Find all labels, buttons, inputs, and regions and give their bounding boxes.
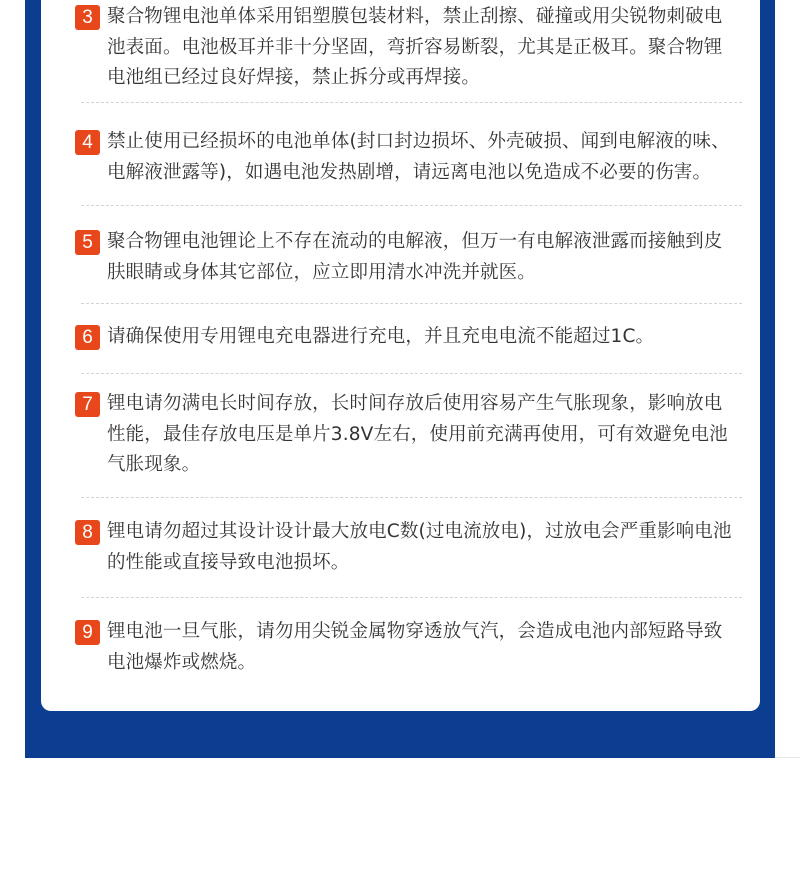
list-item	[75, 325, 740, 353]
list-item	[75, 620, 740, 678]
item-text: 请确保使用专用锂电充电器进行充电，并且充电电流不能超过1C。	[107, 326, 655, 347]
dashed-divider	[81, 497, 742, 498]
dashed-divider	[81, 102, 742, 103]
list-item	[75, 5, 740, 94]
list-item	[75, 520, 740, 578]
item-number-badge: 8	[75, 520, 100, 545]
item-number-badge: 7	[75, 392, 100, 417]
page-edge-line	[775, 757, 800, 758]
item-text: 禁止使用已经损坏的电池单体(封口封边损坏、外壳破损、闻到电解液的味、电解液泄露等)，如遇电池发热剧增，请远离电池以免造成不必要的伤害。	[107, 131, 730, 183]
item-number-badge: 5	[75, 230, 100, 255]
item-number-badge: 4	[75, 130, 100, 155]
item-text: 锂电请勿超过其设计设计最大放电C数(过电流放电)，过放电会严重影响电池的性能或直接导致电池损坏。	[107, 521, 732, 573]
item-number-badge: 3	[75, 5, 100, 30]
dashed-divider	[81, 373, 742, 374]
list-item	[75, 230, 740, 288]
item-text: 聚合物锂电池锂论上不存在流动的电解液，但万一有电解液泄露而接触到皮肤眼睛或身体其它部位，应立即用清水冲洗并就医。	[107, 231, 723, 283]
item-text: 聚合物锂电池单体采用铝塑膜包装材料，禁止刮擦、碰撞或用尖锐物刺破电池表面。电池极耳并非十分坚固，弯折容易断裂，尤其是正极耳。聚合物锂电池组已经过良好焊接，禁止拆分或再焊接。	[107, 6, 723, 88]
item-number-badge: 9	[75, 620, 100, 645]
item-text: 锂电请勿满电长时间存放，长时间存放后使用容易产生气胀现象，影响放电性能，最佳存放电压是单片3.8V左右，使用前充满再使用，可有效避免电池气胀现象。	[107, 393, 728, 475]
dashed-divider	[81, 205, 742, 206]
list-item	[75, 392, 740, 481]
dashed-divider	[81, 303, 742, 304]
list-item	[75, 130, 740, 188]
item-text: 锂电池一旦气胀，请勿用尖锐金属物穿透放气汽，会造成电池内部短路导致电池爆炸或燃烧。	[107, 621, 723, 673]
dashed-divider	[81, 597, 742, 598]
item-number-badge: 6	[75, 325, 100, 350]
notice-card	[41, 0, 760, 711]
